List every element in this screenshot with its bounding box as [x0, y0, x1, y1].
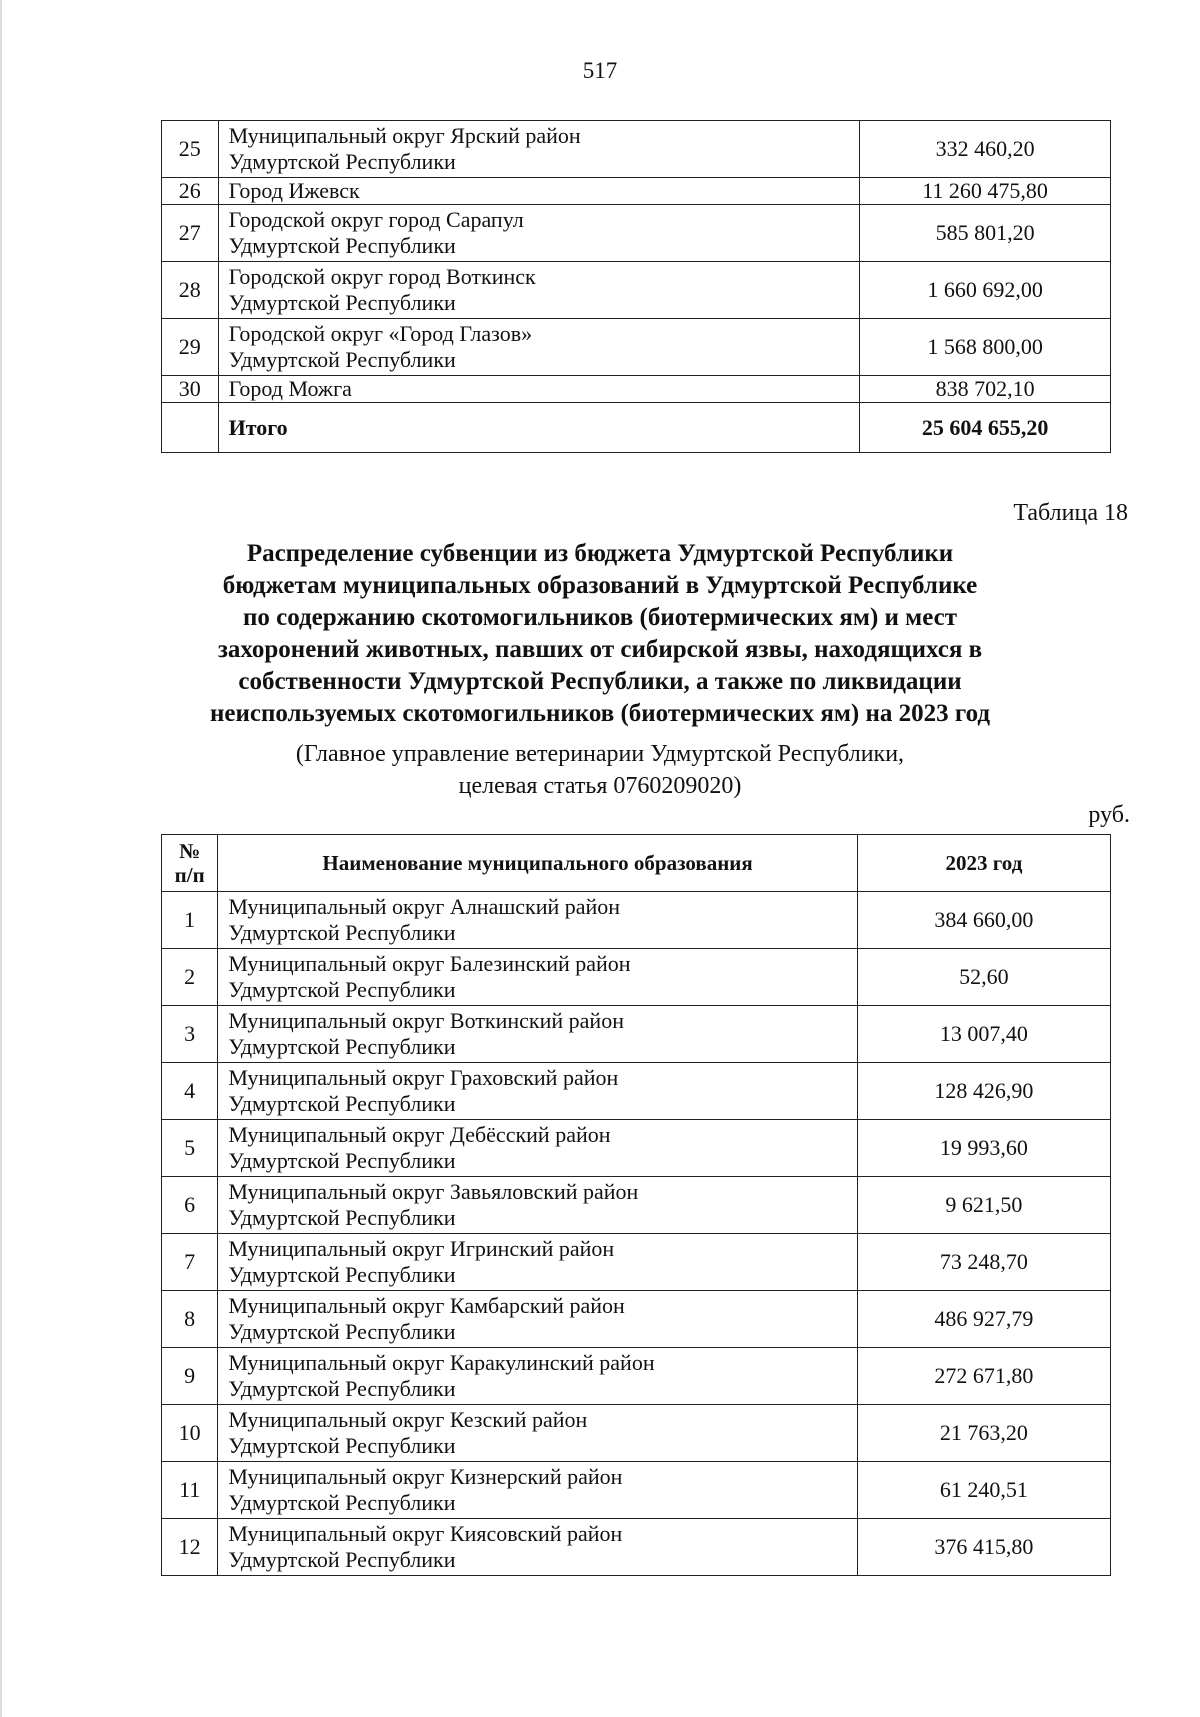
name-line: Городской округ «Город Глазов» [228, 321, 533, 346]
row-number: 6 [162, 1177, 218, 1234]
name-line: Муниципальный округ Завьяловский район [228, 1179, 639, 1204]
amount: 61 240,51 [857, 1462, 1110, 1519]
amount: 1 568 800,00 [860, 319, 1111, 376]
table-row [162, 1063, 1111, 1120]
name-line: Муниципальный округ Алнашский район [228, 894, 621, 919]
row-number: 26 [162, 178, 219, 205]
table-subtitle [0, 738, 1200, 802]
municipality-name [218, 1348, 858, 1405]
municipality-name: Город Можга [218, 376, 860, 403]
municipality-name [218, 1063, 858, 1120]
row-number: 4 [162, 1063, 218, 1120]
total-row [162, 403, 1111, 453]
row-number: 8 [162, 1291, 218, 1348]
name-line: Удмуртской Республики [228, 1319, 456, 1344]
name-line: Муниципальный округ Балезинский район [228, 951, 631, 976]
name-line: Удмуртской Республики [228, 1490, 456, 1515]
name-line: Удмуртской Республики [228, 1262, 456, 1287]
row-number: 7 [162, 1234, 218, 1291]
table-row [162, 178, 1111, 205]
amount: 11 260 475,80 [860, 178, 1111, 205]
name-line: Удмуртской Республики [228, 233, 456, 258]
header-row [162, 835, 1111, 892]
table-row [162, 1405, 1111, 1462]
amount: 272 671,80 [857, 1348, 1110, 1405]
row-number: 11 [162, 1462, 218, 1519]
table-number-label: Таблица 18 [1013, 500, 1128, 526]
amount: 128 426,90 [857, 1063, 1110, 1120]
title-line: неиспользуемых скотомогильников (биотермических ям) на 2023 год [209, 700, 991, 727]
municipality-name: Город Ижевск [218, 178, 860, 205]
header-number [162, 835, 218, 892]
table-row [162, 949, 1111, 1006]
row-number: 3 [162, 1006, 218, 1063]
row-number: 29 [162, 319, 219, 376]
row-number: 27 [162, 205, 219, 262]
name-line: Муниципальный округ Киясовский район [228, 1521, 623, 1546]
name-line: Муниципальный округ Воткинский район [228, 1008, 624, 1033]
name-line: Удмуртской Республики [228, 1433, 456, 1458]
subtitle-line: целевая статья 0760209020) [458, 773, 742, 799]
municipality-name [218, 1234, 858, 1291]
municipality-name [218, 892, 858, 949]
amount: 585 801,20 [860, 205, 1111, 262]
table-row [162, 1291, 1111, 1348]
amount: 21 763,20 [857, 1405, 1110, 1462]
header-year: 2023 год [857, 835, 1110, 892]
amount: 376 415,80 [857, 1519, 1110, 1576]
name-line: Удмуртской Республики [228, 290, 456, 315]
municipality-name [218, 262, 860, 319]
name-line: Удмуртской Республики [228, 977, 456, 1002]
name-line: Удмуртской Республики [228, 347, 456, 372]
name-line: Удмуртской Республики [228, 1376, 456, 1401]
row-number: 30 [162, 376, 219, 403]
title-line: захоронений животных, павших от сибирской язвы, находящихся в [217, 636, 983, 663]
row-number-empty [162, 403, 219, 453]
name-line: Муниципальный округ Камбарский район [228, 1293, 625, 1318]
row-number: 5 [162, 1120, 218, 1177]
name-line: Удмуртской Республики [228, 1547, 456, 1572]
header-name: Наименование муниципального образования [218, 835, 858, 892]
name-line: Удмуртской Республики [228, 1205, 456, 1230]
name-line: Муниципальный округ Дебёсский район [228, 1122, 611, 1147]
name-line: Муниципальный округ Граховский район [228, 1065, 619, 1090]
total-label: Итого [218, 403, 860, 453]
table-row [162, 319, 1111, 376]
name-line: Муниципальный округ Ярский район [228, 123, 581, 148]
table-title [0, 538, 1200, 730]
municipality-name [218, 319, 860, 376]
name-line: Удмуртской Республики [228, 1034, 456, 1059]
name-line: Муниципальный округ Кезский район [228, 1407, 588, 1432]
currency-unit: руб. [1088, 802, 1130, 828]
title-line: Распределение субвенции из бюджета Удмуртской Республики [246, 540, 954, 567]
amount: 332 460,20 [860, 121, 1111, 178]
table-row [162, 1234, 1111, 1291]
amount: 19 993,60 [857, 1120, 1110, 1177]
municipality-name [218, 1462, 858, 1519]
page-number: 517 [582, 58, 618, 83]
header-number-line: № [179, 839, 201, 863]
municipality-name [218, 205, 860, 262]
municipality-name [218, 1519, 858, 1576]
table-row [162, 376, 1111, 403]
previous-table-continuation [161, 120, 1111, 453]
municipality-name [218, 1177, 858, 1234]
header-number-line: п/п [174, 863, 205, 887]
amount: 73 248,70 [857, 1234, 1110, 1291]
row-number: 28 [162, 262, 219, 319]
amount: 486 927,79 [857, 1291, 1110, 1348]
amount: 9 621,50 [857, 1177, 1110, 1234]
amount: 52,60 [857, 949, 1110, 1006]
subtitle-line: (Главное управление ветеринарии Удмуртской Республики, [295, 741, 905, 767]
name-line: Городской округ город Сарапул [228, 207, 524, 232]
municipality-name [218, 1120, 858, 1177]
table-row [162, 892, 1111, 949]
amount: 384 660,00 [857, 892, 1110, 949]
municipality-name [218, 949, 858, 1006]
table-row [162, 121, 1111, 178]
row-number: 2 [162, 949, 218, 1006]
subvention-table [161, 834, 1111, 1576]
amount: 1 660 692,00 [860, 262, 1111, 319]
municipality-name [218, 1291, 858, 1348]
table-row [162, 262, 1111, 319]
name-line: Удмуртской Республики [228, 920, 456, 945]
table-row [162, 1519, 1111, 1576]
municipality-name [218, 1006, 858, 1063]
row-number: 12 [162, 1519, 218, 1576]
name-line: Муниципальный округ Кизнерский район [228, 1464, 623, 1489]
row-number: 1 [162, 892, 218, 949]
table-row [162, 1462, 1111, 1519]
table-row [162, 205, 1111, 262]
title-line: бюджетам муниципальных образований в Удмуртской Республике [222, 572, 978, 599]
name-line: Городской округ город Воткинск [228, 264, 536, 289]
name-line: Муниципальный округ Игринский район [228, 1236, 615, 1261]
table-row [162, 1006, 1111, 1063]
municipality-name [218, 121, 860, 178]
row-number: 10 [162, 1405, 218, 1462]
name-line: Удмуртской Республики [228, 149, 456, 174]
row-number: 25 [162, 121, 219, 178]
title-line: по содержанию скотомогильников (биотермических ям) и мест [243, 604, 957, 631]
amount: 13 007,40 [857, 1006, 1110, 1063]
name-line: Удмуртской Республики [228, 1091, 456, 1116]
table-row [162, 1177, 1111, 1234]
table-row [162, 1120, 1111, 1177]
scan-edge [0, 0, 2, 1717]
title-line: собственности Удмуртской Республики, а также по ликвидации [238, 668, 962, 695]
name-line: Муниципальный округ Каракулинский район [228, 1350, 655, 1375]
row-number: 9 [162, 1348, 218, 1405]
municipality-name [218, 1405, 858, 1462]
total-amount: 25 604 655,20 [860, 403, 1111, 453]
name-line: Удмуртской Республики [228, 1148, 456, 1173]
table-row [162, 1348, 1111, 1405]
amount: 838 702,10 [860, 376, 1111, 403]
